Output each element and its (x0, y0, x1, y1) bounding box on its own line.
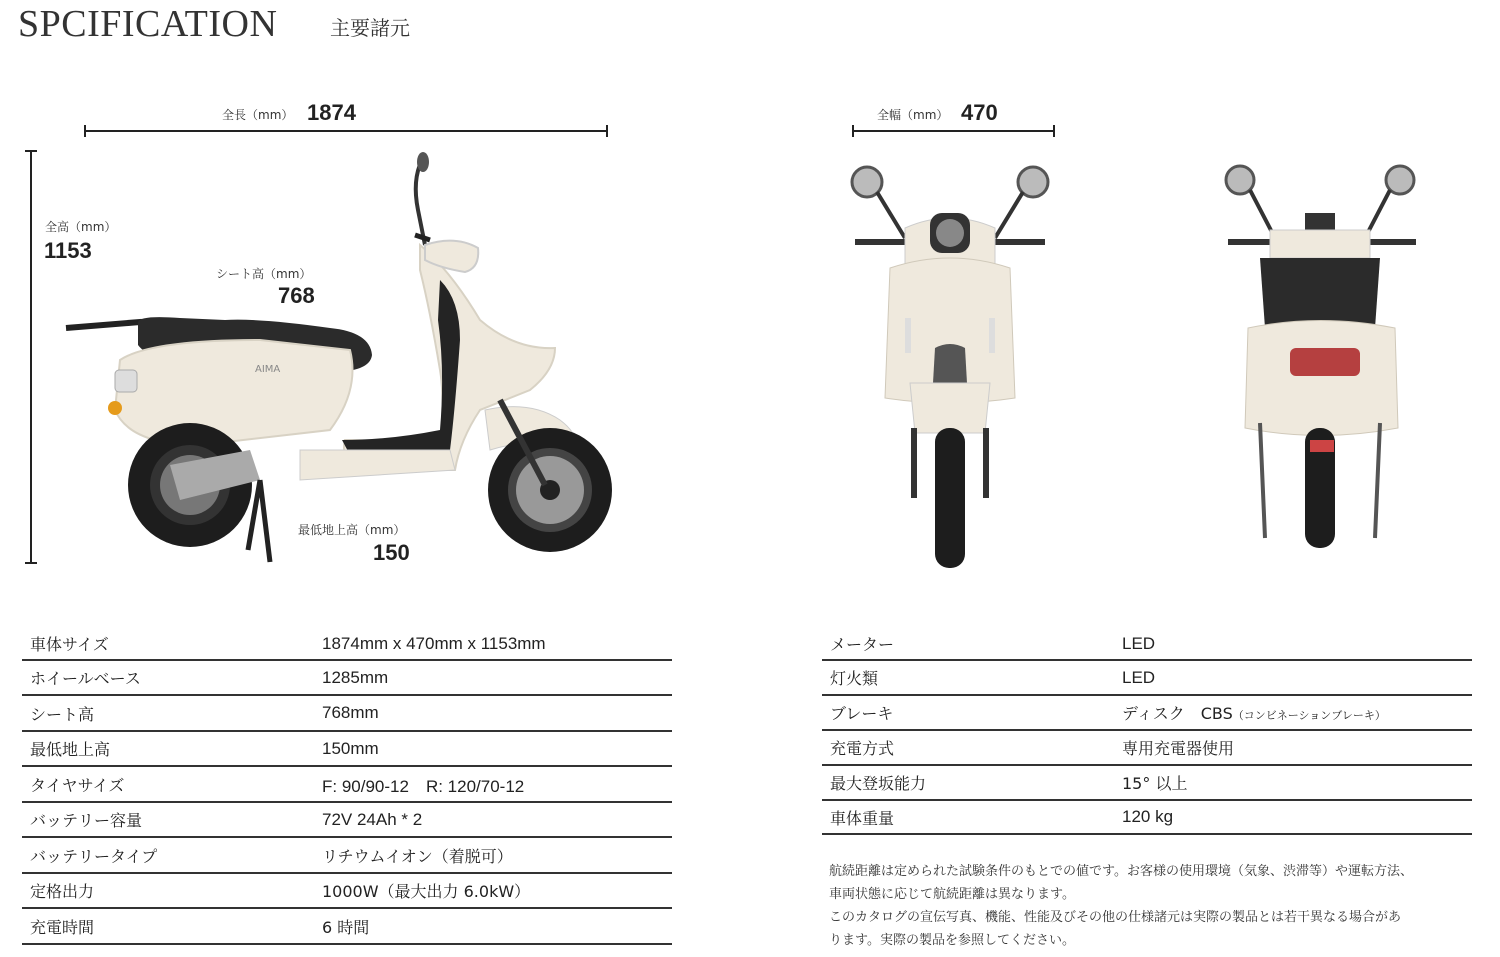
spec-value-group (1122, 701, 1386, 724)
height-tick-top (25, 150, 37, 152)
width-label: 全幅（mm） (877, 108, 949, 122)
spec-key: 最低地上高 (30, 740, 111, 759)
spec-key: バッテリータイプ (30, 846, 158, 866)
spec-key: 最大登坂能力 (830, 774, 927, 793)
spec-key: ブレーキ (830, 704, 894, 723)
spec-value: リチウムイオン（着脱可） (322, 846, 513, 866)
note-line: このカタログの宣伝写真、機能、性能及びその他の仕様諸元は実際の製品とは若干異なる場合があ (829, 910, 1402, 925)
spec-value: 768mm (322, 703, 379, 722)
table-row (22, 767, 672, 803)
table-row (822, 801, 1472, 835)
spec-value: 120 kg (1122, 807, 1174, 826)
length-label: 全長（mm） (222, 108, 294, 122)
disclaimer-notes (829, 860, 1479, 952)
ground-clearance-label: 最低地上高（mm） (298, 523, 406, 537)
note-line: 航続距離は定められた試験条件のもとでの値です。お客様の使用環境（気象、渋滞等）や運転方法、 (829, 864, 1413, 879)
height-tick-bottom (25, 562, 37, 564)
height-dimension-line (30, 150, 32, 564)
scooter-front-view-image (845, 158, 1055, 573)
length-tick-right (606, 125, 608, 137)
spec-value: 15° 以上 (1122, 774, 1188, 793)
spec-table-left (22, 628, 672, 945)
spec-key: 車体重量 (830, 808, 895, 828)
spec-table-right (822, 628, 1472, 835)
height-value: 1153 (44, 238, 92, 263)
spec-key: 充電時間 (30, 917, 95, 937)
table-row (22, 803, 672, 838)
spec-value: 1285mm (322, 667, 389, 687)
seat-height-label: シート高（mm） (216, 267, 312, 281)
spec-key: バッテリー容量 (30, 811, 143, 830)
table-row (822, 766, 1472, 801)
table-row (22, 909, 672, 945)
width-tick-left (852, 125, 854, 137)
spec-value: 1874mm x 470mm x 1153mm (322, 633, 546, 653)
spec-key: 定格出力 (30, 882, 95, 901)
page-subtitle: 主要諸元 (330, 16, 410, 40)
spec-value: 150mm (322, 738, 379, 758)
spec-value: 1000W（最大出力 6.0kW） (322, 882, 531, 901)
spec-value: 専用充電器使用 (1122, 739, 1235, 758)
scooter-side-view-image (60, 150, 640, 575)
spec-value: ディスク CBS (1122, 704, 1233, 723)
page-title: SPCIFICATION (18, 3, 278, 45)
seat-height-value: 768 (278, 283, 315, 308)
table-row (822, 661, 1472, 696)
spec-value: LED (1122, 667, 1156, 687)
table-row (822, 696, 1472, 731)
table-row (22, 732, 672, 767)
ground-clearance-value: 150 (373, 540, 410, 565)
spec-key: タイヤサイズ (30, 775, 125, 795)
note-line: ります。実際の製品を参照してください。 (829, 933, 1075, 948)
table-row (22, 628, 672, 661)
spec-value: LED (1122, 633, 1156, 653)
spec-key: 車体サイズ (30, 635, 109, 654)
width-value: 470 (961, 100, 998, 125)
height-label: 全高（mm） (45, 220, 117, 234)
note-line: 車両状態に応じて航続距離は異なります。 (829, 887, 1075, 902)
length-tick-left (84, 125, 86, 137)
brand-logo: AIMA (255, 364, 281, 375)
length-dimension-line (84, 130, 608, 132)
table-row (22, 838, 672, 874)
spec-key: メーター (830, 635, 895, 654)
table-row (822, 731, 1472, 766)
spec-value: F: 90/90-12 R: 120/70-12 (322, 776, 525, 796)
spec-value-note: （コンビネーションブレーキ） (1232, 709, 1386, 722)
width-tick-right (1053, 125, 1055, 137)
length-value: 1874 (307, 100, 356, 125)
spec-key: ホイールベース (30, 669, 141, 688)
table-row (822, 628, 1472, 661)
spec-key: 充電方式 (830, 739, 895, 758)
spec-value: 72V 24Ah * 2 (322, 809, 423, 829)
scooter-rear-view-image (1220, 158, 1420, 558)
table-row (22, 874, 672, 909)
table-row (22, 696, 672, 732)
spec-value: 6 時間 (322, 917, 370, 937)
width-dimension-line (852, 130, 1055, 132)
spec-key: シート高 (30, 704, 95, 724)
table-row (22, 661, 672, 696)
spec-key: 灯火類 (830, 669, 879, 688)
